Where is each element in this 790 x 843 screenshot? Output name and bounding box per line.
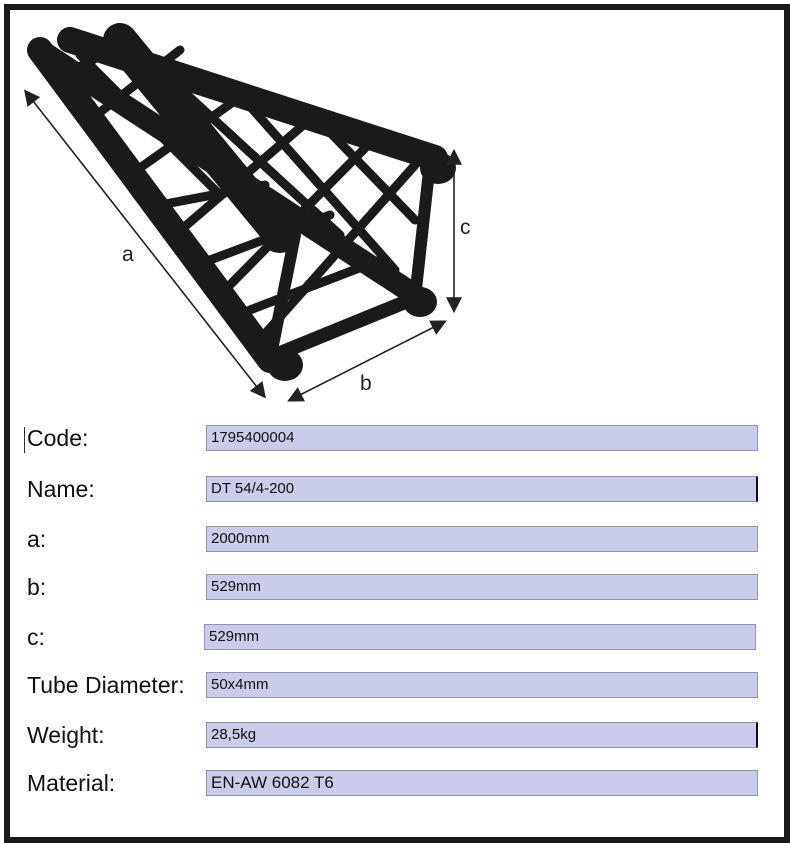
spec-label-a: a: xyxy=(27,526,47,552)
spec-label-weight: Weight: xyxy=(27,722,105,748)
spec-row-c xyxy=(10,622,784,652)
spec-row-code xyxy=(10,423,784,453)
dimension-label-c: c xyxy=(460,216,471,239)
spec-label-material: Material: xyxy=(27,770,116,796)
spec-label-c: c: xyxy=(27,624,45,650)
spec-label-name: Name: xyxy=(27,476,95,502)
dimension-label-a: a xyxy=(122,243,134,266)
truss-diagram xyxy=(10,10,480,410)
spec-row-tube-diameter xyxy=(10,670,784,700)
spec-field-c[interactable]: 529mm xyxy=(204,624,756,650)
spec-row-b xyxy=(10,572,784,602)
truss-structure xyxy=(40,40,435,360)
spec-row-name xyxy=(10,474,784,504)
spec-field-tube-diameter[interactable]: 50x4mm xyxy=(206,672,758,698)
spec-field-weight[interactable]: 28,5kg xyxy=(206,722,758,748)
spec-label-b: b: xyxy=(27,574,47,600)
spec-field-b[interactable]: 529mm xyxy=(206,574,758,600)
spec-field-code[interactable]: 1795400004 xyxy=(206,425,758,451)
spec-field-a[interactable]: 2000mm xyxy=(206,526,758,552)
spec-field-name[interactable]: DT 54/4-200 xyxy=(206,476,758,502)
spec-field-material[interactable]: EN-AW 6082 T6 xyxy=(206,770,758,796)
spec-label-tube-diameter: Tube Diameter: xyxy=(27,672,185,698)
text-cursor xyxy=(24,427,25,453)
dimension-label-b: b xyxy=(360,372,372,395)
spec-row-weight xyxy=(10,720,784,750)
spec-label-code: Code: xyxy=(27,425,89,451)
spec-row-material xyxy=(10,768,784,798)
spec-sheet-frame xyxy=(4,4,790,843)
spec-row-a xyxy=(10,524,784,554)
